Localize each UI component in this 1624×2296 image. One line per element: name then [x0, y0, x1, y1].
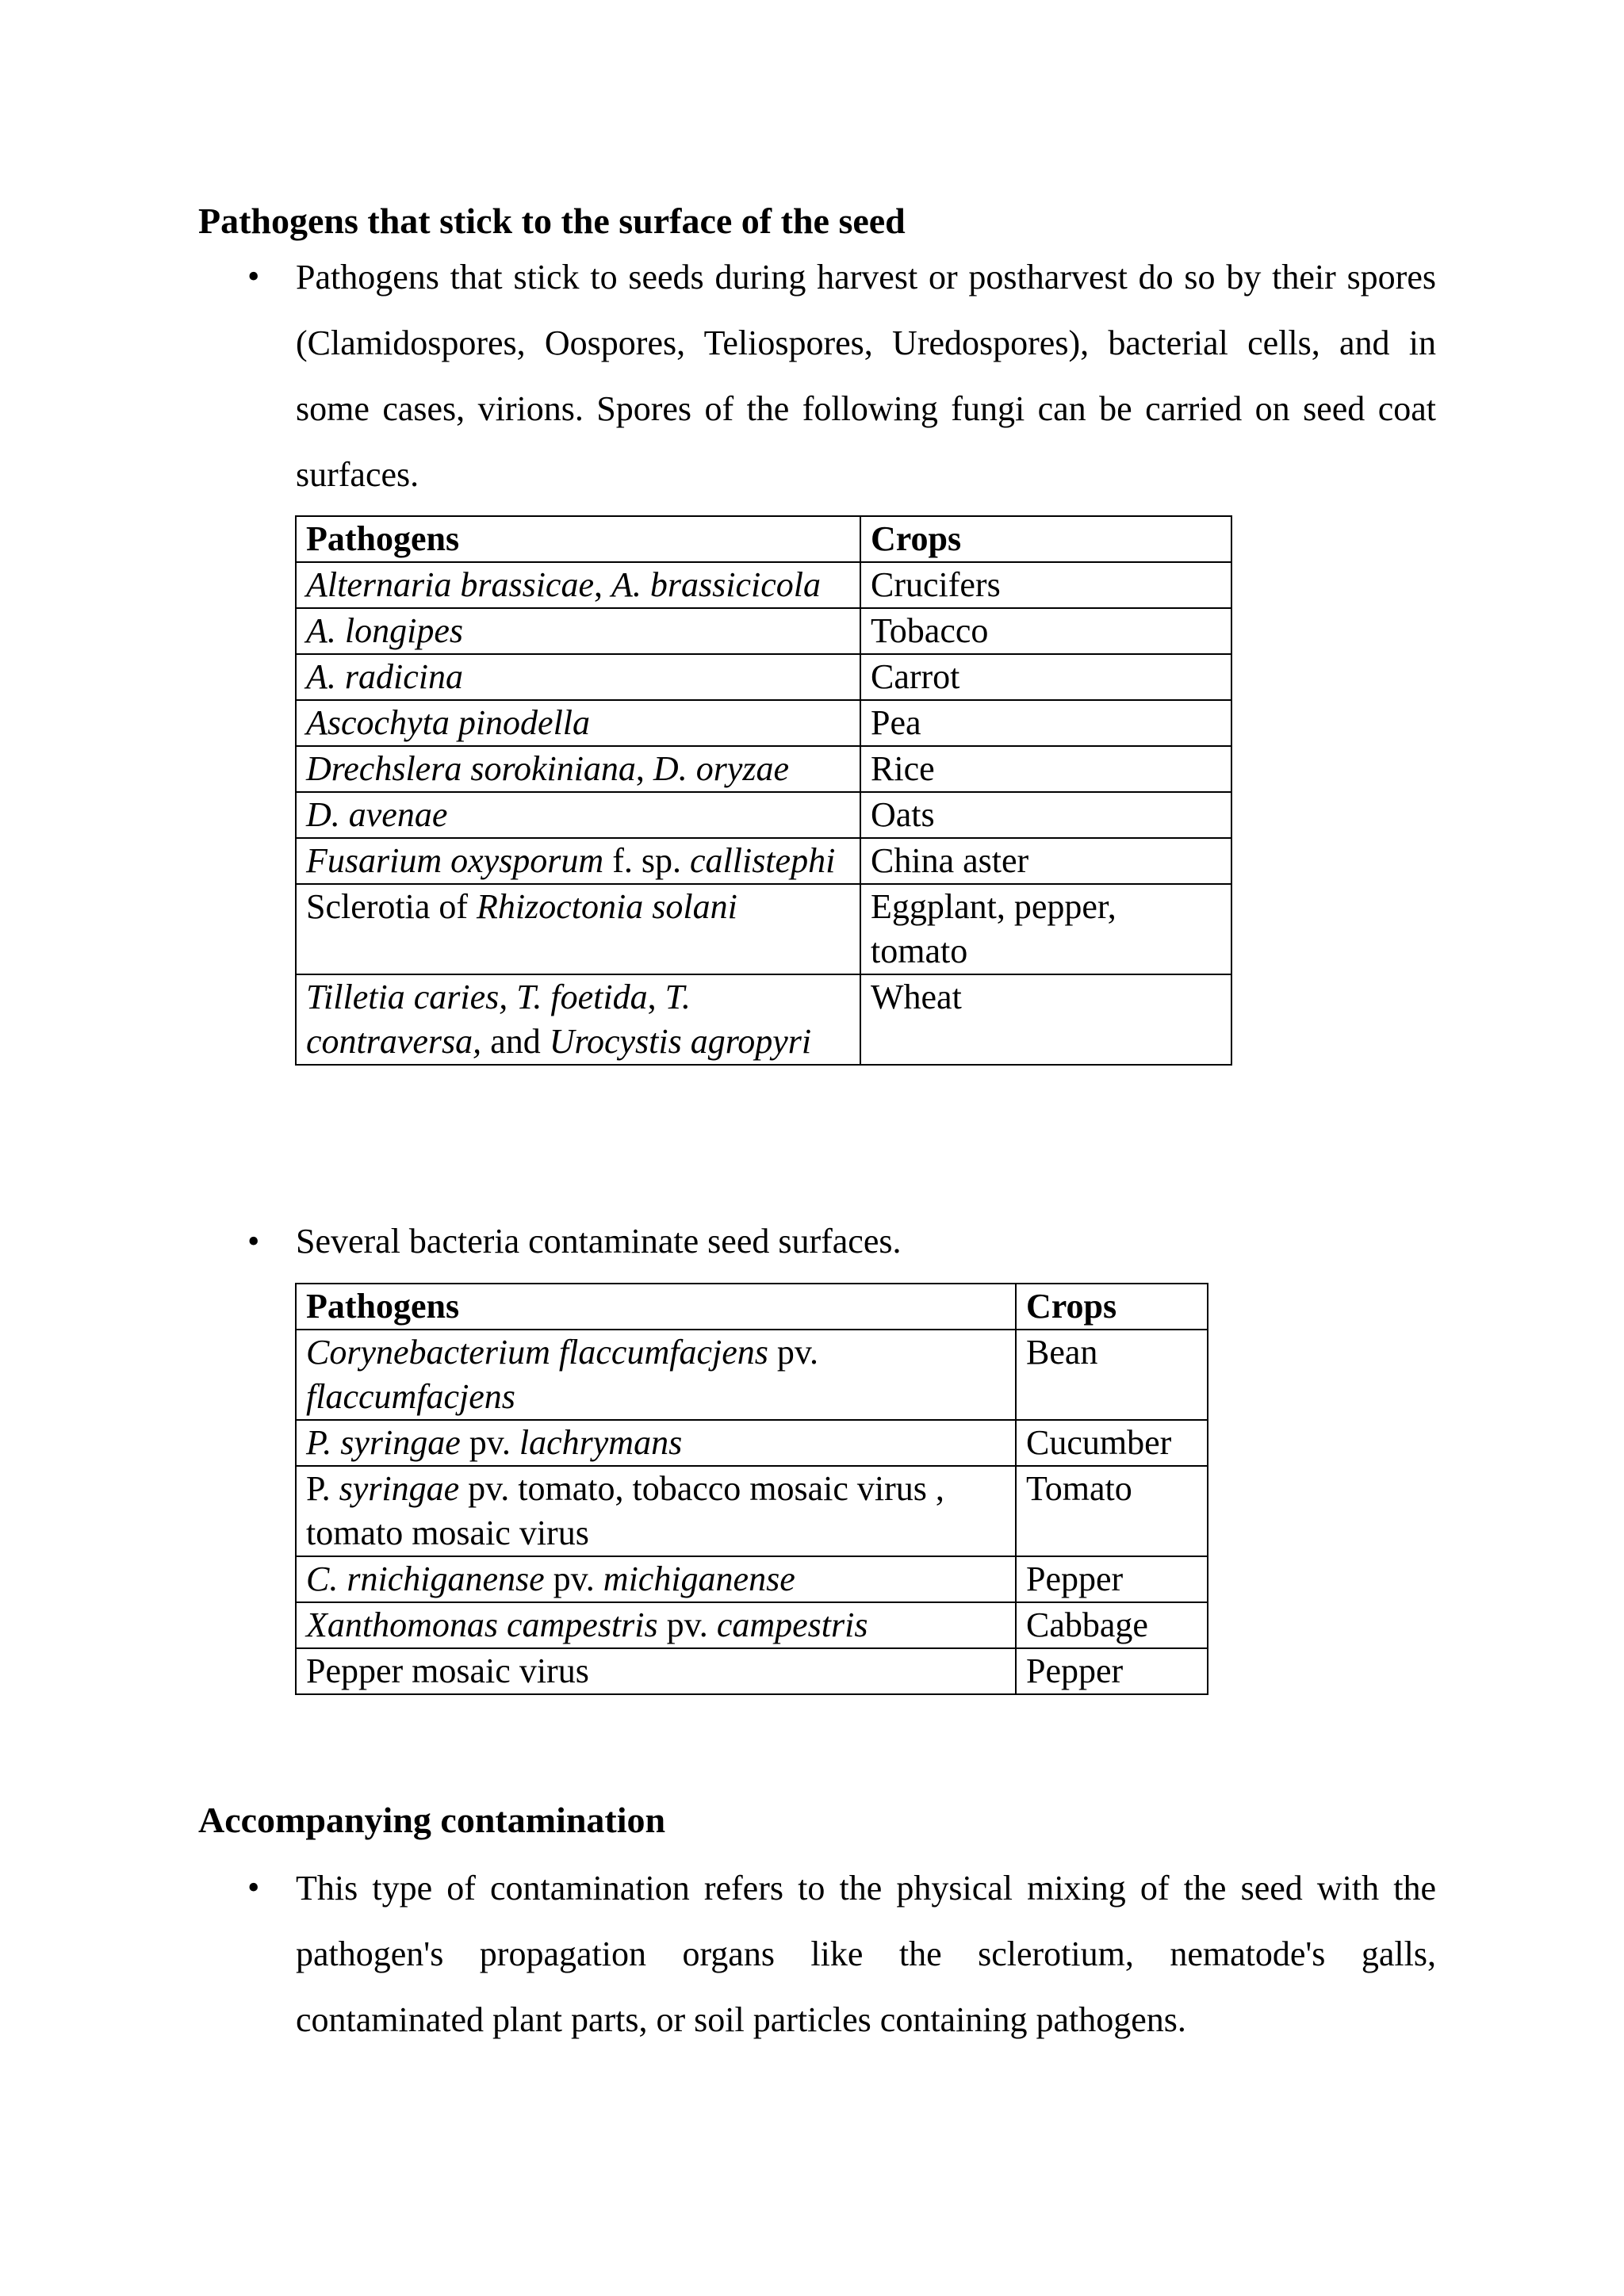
paragraph-spores: Pathogens that stick to seeds during harvest or postharvest do so by their spores (Clamidospores, Oospores, Teliospores, Uredospores), bacterial cells, and in some cases, virions. Spores of the following fungi can be carried on seed coat surfaces.: [296, 258, 1436, 494]
pathogen-name-segment: C. rnichiganense: [306, 1559, 545, 1598]
crop-cell: Tomato: [1016, 1466, 1208, 1556]
pathogen-cell: [296, 1602, 1016, 1648]
pathogen-name-segment: pv.: [768, 1333, 819, 1372]
bacteria-pathogen-table: [295, 1283, 1208, 1695]
pathogen-name-segment: P.: [306, 1469, 339, 1508]
pathogen-name-segment: f. sp.: [603, 841, 690, 880]
pathogen-name-segment: Xanthomonas campestris: [306, 1605, 658, 1644]
crop-cell: Oats: [860, 792, 1231, 838]
table-row: [296, 1602, 1208, 1648]
pathogen-cell: [296, 608, 860, 654]
table-row: [296, 1556, 1208, 1602]
pathogen-name-segment: pv.: [460, 1423, 519, 1462]
pathogen-name-segment: Urocystis agropyri: [549, 1022, 812, 1061]
pathogen-name-segment: D. avenae: [306, 795, 448, 834]
section-heading-accompanying-contamination: Accompanying contamination: [198, 1800, 666, 1840]
table-row: [296, 974, 1231, 1065]
pathogen-cell: [296, 884, 860, 974]
pathogen-name-segment: A. brassicicola: [611, 565, 821, 604]
crop-cell: Bean: [1016, 1330, 1208, 1420]
pathogen-name-segment: P. syringae: [306, 1423, 461, 1462]
table-row: [296, 746, 1231, 792]
table-header-row: [296, 1284, 1208, 1330]
pathogen-name-segment: pv.: [544, 1559, 603, 1598]
paragraph-accompanying-contamination: This type of contamination refers to the physical mixing of the seed with the pathogen's propagation organs like the sclerotium, nematode's galls, contaminated plant parts, or soil particles containing pathogens.: [296, 1869, 1436, 2039]
crops-column-header: Crops: [1016, 1284, 1208, 1330]
pathogen-name-segment: Rhizoctonia solani: [477, 887, 737, 926]
table-row: [296, 1330, 1208, 1420]
pathogen-cell: [296, 746, 860, 792]
table-row: [296, 608, 1231, 654]
pathogen-name-segment: Sclerotia of: [306, 887, 477, 926]
pathogen-name-segment: lachrymans: [519, 1423, 683, 1462]
pathogen-name-segment: syringae: [339, 1469, 460, 1508]
pathogen-name-segment: campestris: [716, 1605, 868, 1644]
pathogen-name-segment: A. radicina: [306, 657, 463, 696]
table-row: [296, 1420, 1208, 1466]
table-row: [296, 562, 1231, 608]
pathogen-cell: [296, 562, 860, 608]
pathogens-column-header: Pathogens: [296, 516, 860, 562]
pathogen-name-segment: A. longipes: [306, 611, 463, 650]
pathogen-name-segment: callistephi: [689, 841, 836, 880]
pathogen-cell: [296, 974, 860, 1065]
table-row: [296, 654, 1231, 700]
crop-cell: Crucifers: [860, 562, 1231, 608]
crop-cell: China aster: [860, 838, 1231, 884]
pathogen-name-segment: flaccumfacjens: [306, 1377, 515, 1416]
pathogen-name-segment: ,: [593, 565, 611, 604]
bullet-marker: •: [247, 257, 260, 296]
bacteria-table-body: [296, 1330, 1208, 1694]
section-heading-surface-pathogens: Pathogens that stick to the surface of the seed: [198, 201, 906, 241]
table-row: [296, 792, 1231, 838]
pathogen-cell: [296, 1420, 1016, 1466]
table-row: [296, 700, 1231, 746]
pathogen-name-segment: Fusarium oxysporum: [306, 841, 604, 880]
paragraph-bacteria: Several bacteria contaminate seed surfaces.: [296, 1222, 902, 1261]
crop-cell: Cabbage: [1016, 1602, 1208, 1648]
pathogen-cell: [296, 700, 860, 746]
pathogen-name-segment: Drechslera sorokiniana: [306, 749, 636, 788]
table-row: [296, 1648, 1208, 1694]
crop-cell: Eggplant, pepper, tomato: [860, 884, 1231, 974]
table-row: [296, 1466, 1208, 1556]
crop-cell: Rice: [860, 746, 1231, 792]
fungi-pathogen-table: [295, 515, 1232, 1066]
pathogen-name-segment: michiganense: [603, 1559, 795, 1598]
bullet-marker: •: [247, 1868, 260, 1907]
pathogen-cell: [296, 838, 860, 884]
pathogen-name-segment: Alternaria brassicae: [306, 565, 594, 604]
pathogen-name-segment: Corynebacterium flaccumfacjens: [306, 1333, 768, 1372]
pathogen-cell: [296, 654, 860, 700]
crop-cell: Cucumber: [1016, 1420, 1208, 1466]
table-row: [296, 838, 1231, 884]
pathogen-name-segment: D. oryzae: [653, 749, 790, 788]
crop-cell: Pepper: [1016, 1648, 1208, 1694]
pathogen-name-segment: Tilletia caries, T. foetida: [306, 978, 648, 1016]
bullet-marker: •: [247, 1222, 260, 1261]
pathogen-name-segment: Ascochyta pinodella: [306, 703, 591, 742]
crop-cell: Tobacco: [860, 608, 1231, 654]
table-row: [296, 884, 1231, 974]
pathogen-cell: [296, 1648, 1016, 1694]
crops-column-header: Crops: [860, 516, 1231, 562]
pathogens-column-header: Pathogens: [296, 1284, 1016, 1330]
crop-cell: Wheat: [860, 974, 1231, 1065]
crop-cell: Pea: [860, 700, 1231, 746]
pathogen-name-segment: pv.: [657, 1605, 717, 1644]
crop-cell: Pepper: [1016, 1556, 1208, 1602]
pathogen-name-segment: pv. tomato, tobacco mosaic virus , tomato mosaic virus: [306, 1469, 944, 1552]
fungi-table-body: [296, 562, 1231, 1065]
pathogen-name-segment: Pepper mosaic virus: [306, 1651, 589, 1690]
pathogen-name-segment: ,: [635, 749, 653, 788]
crop-cell: Carrot: [860, 654, 1231, 700]
pathogen-cell: [296, 1556, 1016, 1602]
table-header-row: [296, 516, 1231, 562]
pathogen-name-segment: ,: [647, 978, 665, 1016]
pathogen-name-segment: and: [481, 1022, 550, 1061]
pathogen-cell: [296, 1466, 1016, 1556]
pathogen-name-segment: T. contraversa,: [306, 978, 691, 1061]
pathogen-cell: [296, 792, 860, 838]
pathogen-cell: [296, 1330, 1016, 1420]
